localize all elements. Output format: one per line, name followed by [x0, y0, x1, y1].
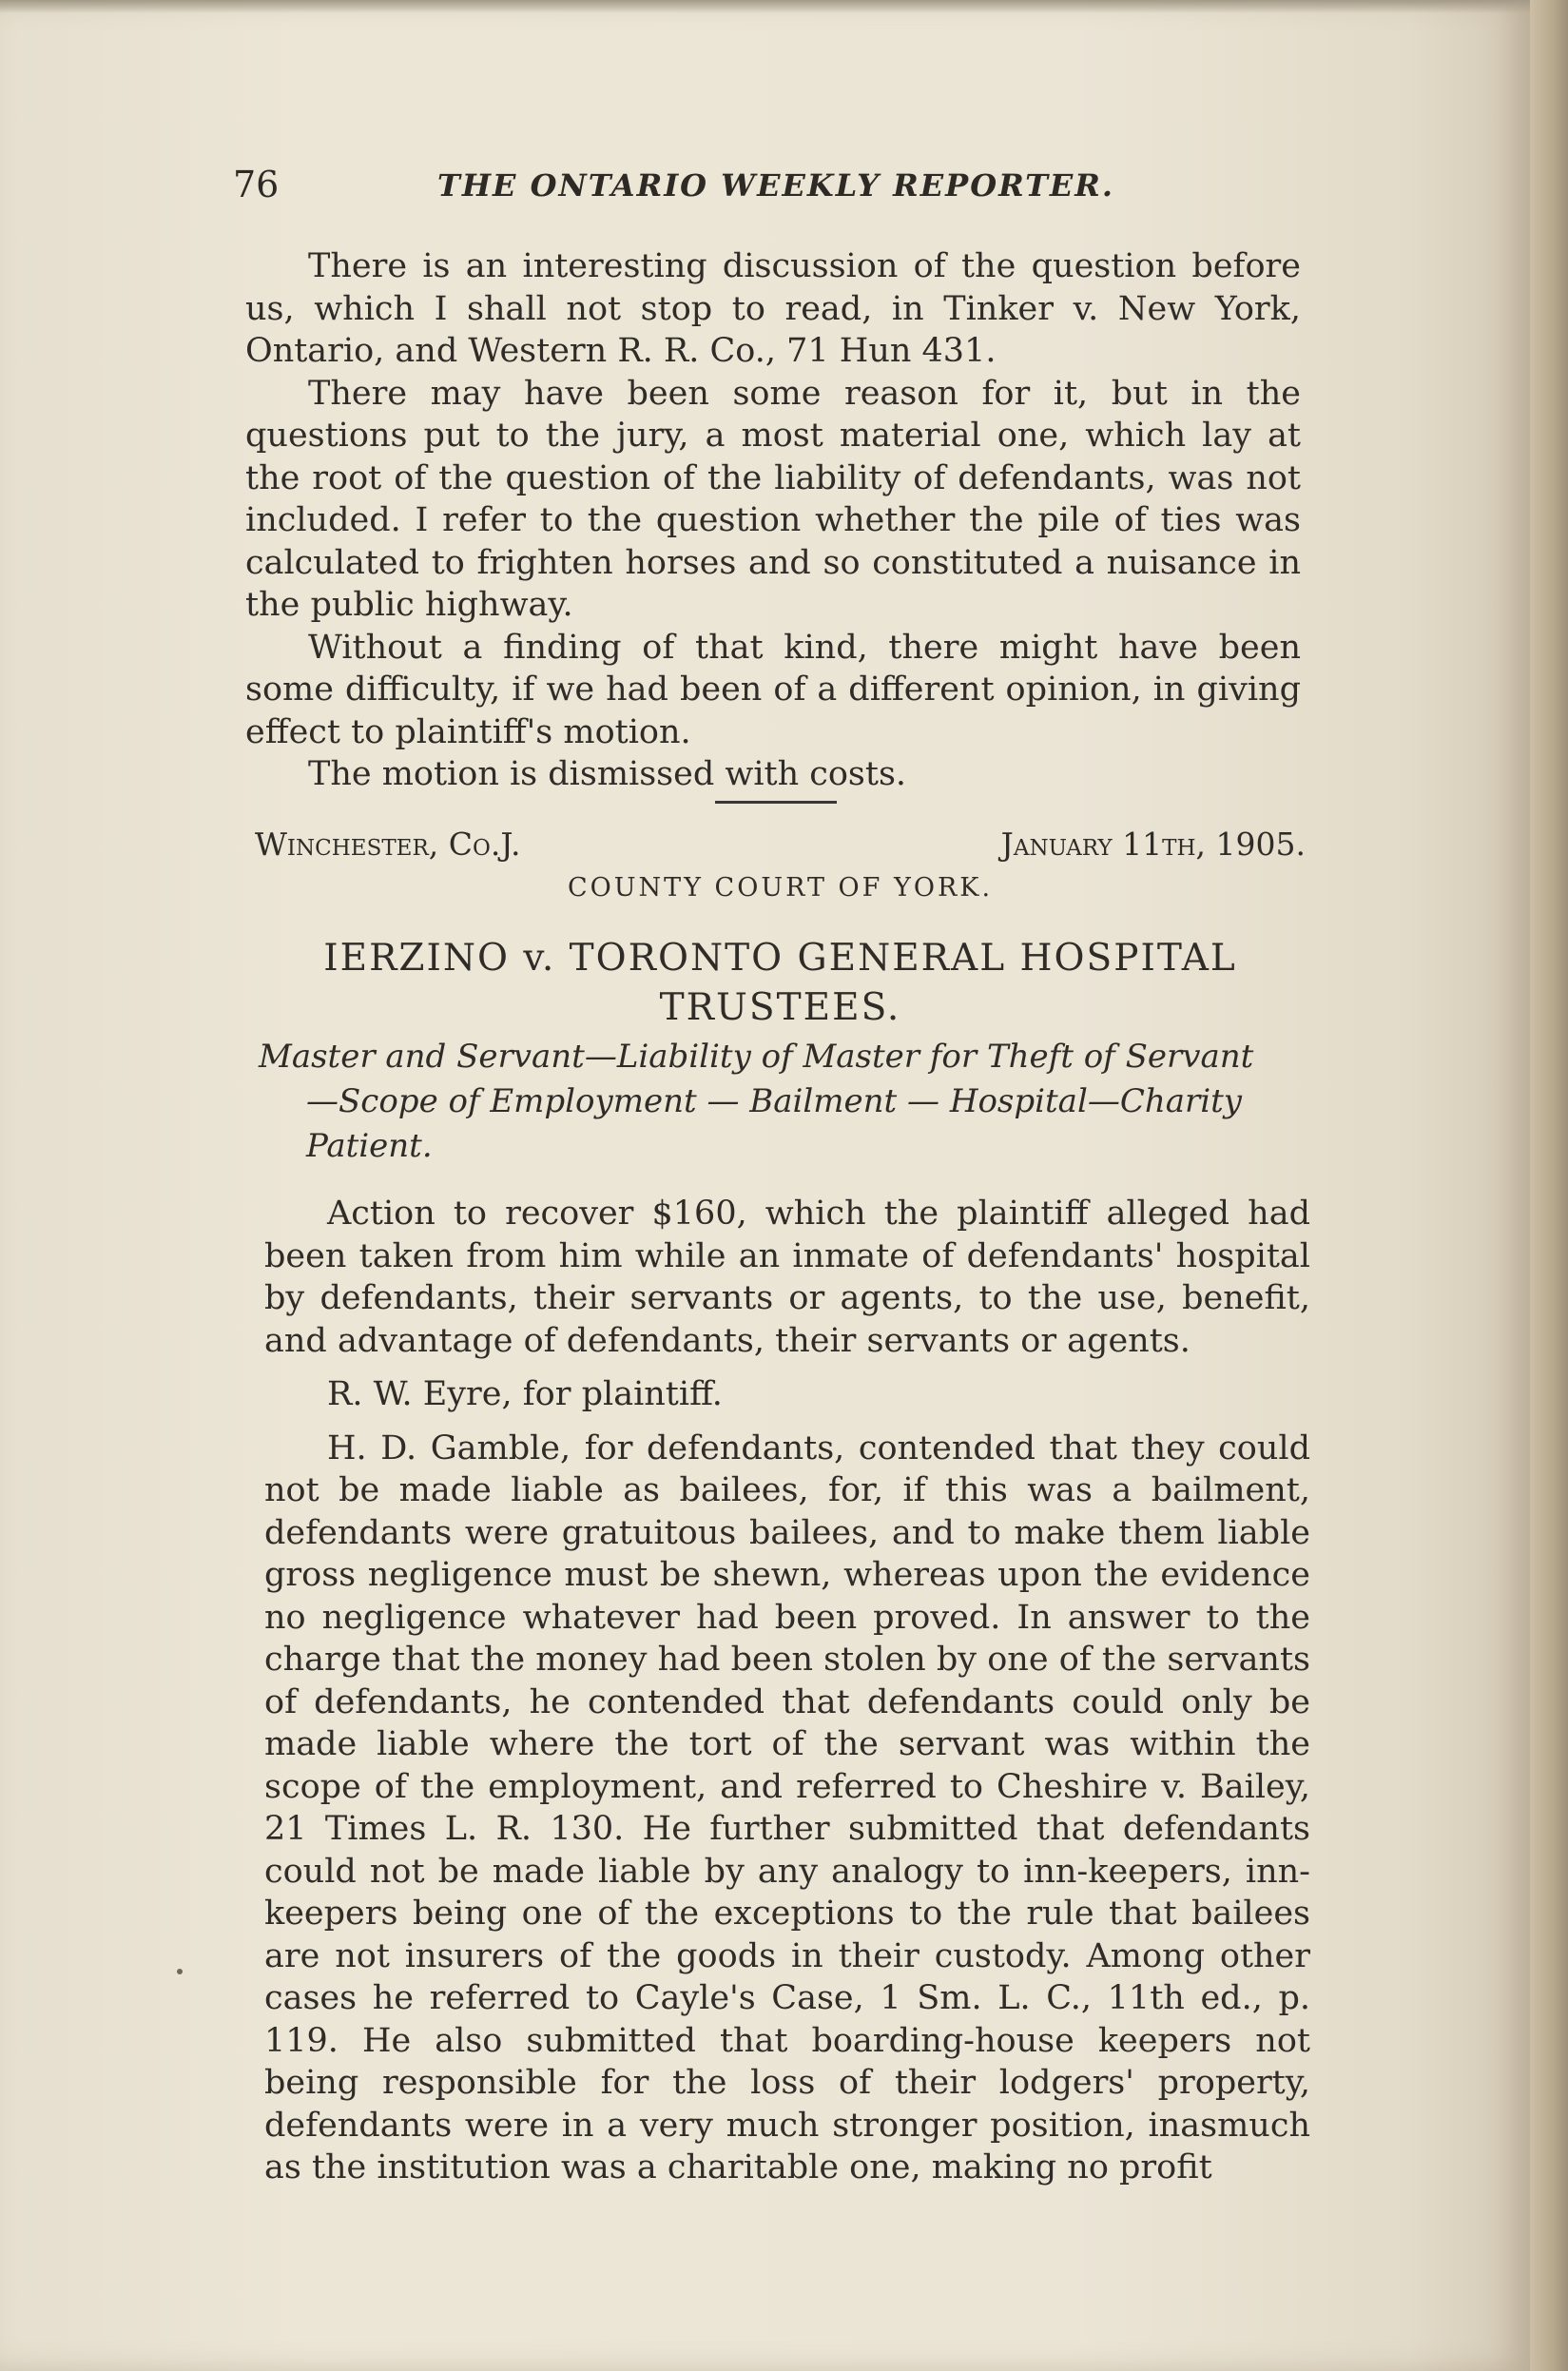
opinion-text-top [245, 245, 1301, 796]
paragraph: Without a finding of that kind, there might have been some difficulty, if we had been of a different opinion, in giving effect to plaintiff's motion. [245, 628, 1301, 751]
section-divider [715, 801, 837, 804]
case-title-line: IERZINO v. TORONTO GENERAL HOSPITAL [323, 937, 1237, 980]
paragraph: The motion is dismissed with costs. [308, 755, 907, 793]
court-name: COUNTY COURT OF YORK. [567, 873, 994, 903]
paragraph: There is an interesting discussion of the question before us, which I shall not stop to read, in Tinker v. New York, Ontario, and Western R. R. Co., 71 Hun 431. [245, 247, 1301, 370]
headnote-line: —Scope of Employment — Bailment — Hospital—Charity [306, 1082, 1243, 1120]
paper-blemish [177, 1969, 183, 1974]
judgment-date: January 11th, 1905. [1000, 826, 1306, 863]
running-head: THE ONTARIO WEEKLY REPORTER. [437, 167, 1115, 204]
headnote [259, 1035, 1309, 1169]
case-title [255, 934, 1306, 1033]
page-header [228, 160, 1312, 207]
paragraph: R. W. Eyre, for plaintiff. [327, 1375, 723, 1413]
opinion-text-bottom [264, 1193, 1310, 2189]
paragraph: H. D. Gamble, for defendants, contended that they could not be made liable as bailees, for, if this was a bailment, defendants were gratuitous bailees, and to make them liable gross negligence must be shewn, whereas upon the evidence no negligence whatever had been proved. In answer to the charge that the money had been stolen by one of the servants of defendants, he contended that defendants could only be made liable where the tort of the servant was within the scope of the employment, and referred to Cheshire v. Bailey, 21 Times L. R. 130. He further submitted that defendants could not be made liable by any analogy to inn-keepers, inn-keepers being one of the exceptions to the rule that bailees are not insurers of the goods in their custody. Among other cases he referred to Cayle's Case, 1 Sm. L. C., 11th ed., p. 119. He also submitted that boarding-house keepers not being responsible for the loss of their lodgers' property, defendants were in a very much stronger position, inasmuch as the institution was a charitable one, making no profit [264, 1428, 1310, 2186]
paragraph: Action to recover $160, which the plaintiff alleged had been taken from him while an inmate of defendants' hospital by defendants, their servants or agents, to the use, benefit, and advantage of defendants, their servants or agents. [264, 1195, 1310, 1360]
paragraph: There may have been some reason for it, but in the questions put to the jury, a most material one, which lay at the root of the question of the liability of defendants, was not included. I refer to the question whether the pile of ties was calculated to frighten horses and so constituted a nuisance in the public highway. [245, 374, 1301, 624]
judge-date-line [255, 826, 1306, 869]
case-title-line: TRUSTEES. [659, 986, 901, 1029]
judge-name: Winchester, Co.J. [255, 826, 521, 863]
headnote-line: Master and Servant—Liability of Master for Theft of Servant [259, 1038, 1254, 1076]
page-number: 76 [233, 164, 280, 205]
headnote-line: Patient. [306, 1127, 433, 1165]
book-spine-edge [1530, 0, 1568, 2371]
